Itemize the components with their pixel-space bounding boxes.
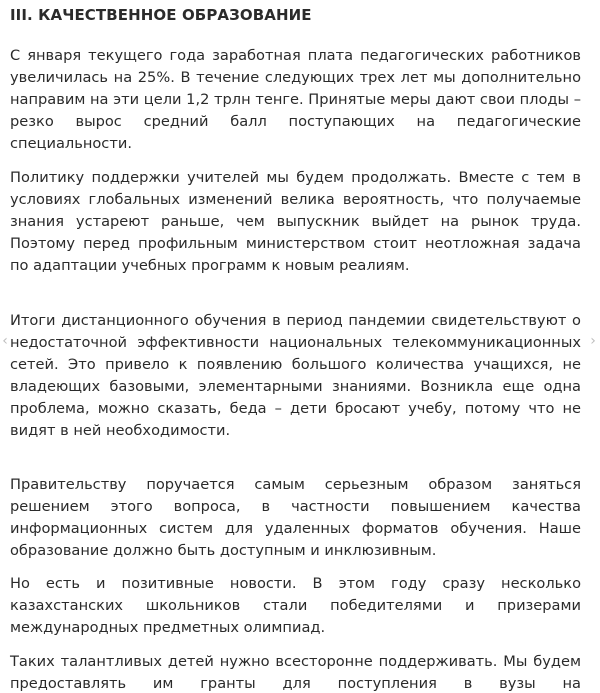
- next-page-arrow-icon[interactable]: ›: [590, 333, 596, 349]
- paragraph-distance-learning: Итоги дистанционного обучения в период пандемии свидетельствуют о недостаточной эффективности национальных телекоммуникационных сетей. Это привело к появлению большого количества учащихся, не владеющих базовыми, элементарными знаниями. Возникла еще одна проблема, можно сказать, беда – дети бросают учебу, потому что не видят в ней необходимости.: [10, 312, 581, 439]
- paragraph-information-systems: Правительству поручается самым серьезным образом заняться решением этого вопроса, в частности повышением качества информационных систем для удаленных форматов обучения. Наше образование должно быть доступным и инклюзивным.: [10, 476, 581, 559]
- section-heading: III. КАЧЕСТВЕННОЕ ОБРАЗОВАНИЕ: [10, 6, 312, 24]
- paragraph-teacher-salary: С января текущего года заработная плата педагогических работников увеличилась на 25%. В течение следующих трех лет мы дополнительно направим на эти цели 1,2 трлн тенге. Принятые меры дают свои плоды – резко вырос средний балл поступающих на педагогические специальности.: [10, 47, 581, 152]
- paragraph-talented-children: Таких талантливых детей нужно всесторонне поддерживать. Мы будем предоставлять им гранты для поступления в вузы на: [10, 653, 581, 692]
- previous-page-arrow-icon[interactable]: ‹: [2, 333, 8, 349]
- paragraph-olympiad-news: Но есть и позитивные новости. В этом году сразу несколько казахстанских школьников стали победителями и призерами международных предметных олимпиад.: [10, 575, 581, 636]
- paragraph-curriculum-adaptation: Политику поддержки учителей мы будем продолжать. Вместе с тем в условиях глобальных изменений велика вероятность, что получаемые знания устареют раньше, чем выпускник выйдет на рынок труда. Поэтому перед профильным министерством стоит неотложная задача по адаптации учебных программ к новым реалиям.: [10, 169, 581, 274]
